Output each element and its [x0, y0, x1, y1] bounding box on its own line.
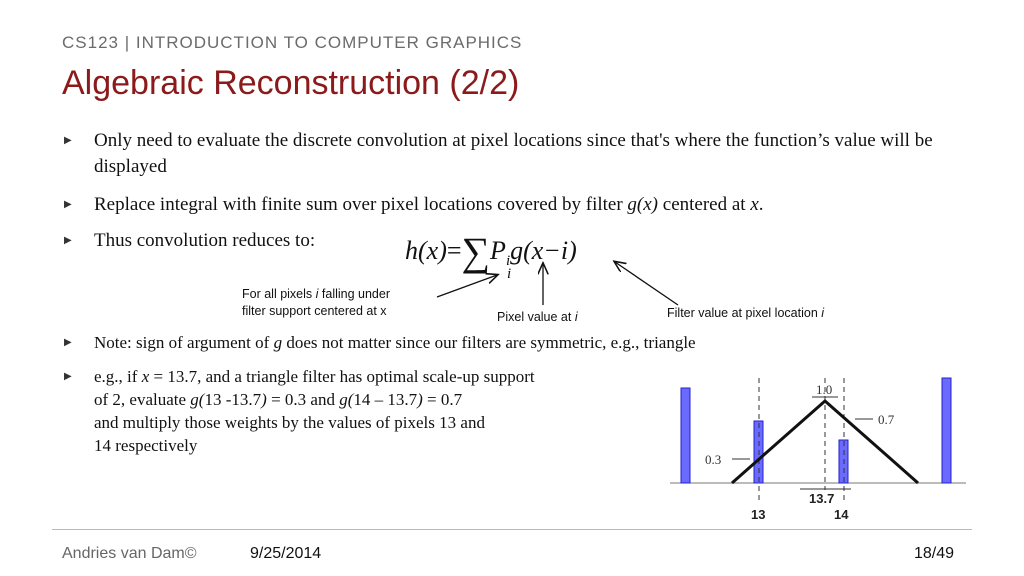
footer-author: Andries van Dam© — [62, 545, 197, 562]
bullet-3-text: Thus convolution reduces to: — [94, 230, 316, 251]
label-0-3: 0.3 — [705, 452, 722, 467]
bullet-arrow-icon: ▶ — [64, 337, 72, 348]
annotation-filter-value: Filter value at pixel location i — [667, 306, 825, 320]
bullet-4-text: Note: sign of argument of g does not matter since our filters are symmetric, e.g., triangle — [94, 333, 696, 352]
bullet-arrow-icon: ▶ — [64, 135, 72, 146]
label-13-7: 13.7 — [809, 491, 835, 506]
pixel-bar — [942, 378, 951, 483]
bullet-arrow-icon: ▶ — [64, 235, 72, 246]
convolution-formula: h(x)=∑ i $P_ig(x-i)$ — [405, 229, 577, 282]
bullet-arrow-icon: ▶ — [64, 371, 72, 382]
bullet-2-text: Replace integral with finite sum over pixel locations covered by filter g(x) centered at x. — [94, 194, 764, 215]
label-0-7: 0.7 — [878, 412, 895, 427]
footer-date: 9/25/2014 — [250, 545, 322, 562]
bullet-arrow-icon: ▶ — [64, 199, 72, 210]
annotation-pixel-value: Pixel value at i — [497, 310, 578, 324]
footer-divider — [52, 529, 972, 530]
pixel-bar — [681, 388, 690, 483]
slide-title: Algebraic Reconstruction (2/2) — [62, 64, 520, 102]
triangle-filter-figure — [670, 370, 970, 525]
label-1-0: 1.0 — [816, 382, 833, 397]
bullet-5-text: e.g., if x = 13.7, and a triangle filter has optimal scale-up support of 2, evaluate g(13 -13.7) = 0.3 and g(14 – 13.7) = 0.7 and multiply those weights by the values of pixels 13 and 14 respectively — [94, 367, 535, 455]
label-14: 14 — [834, 507, 849, 522]
footer-page-number: 18/49 — [914, 545, 955, 562]
label-13: 13 — [751, 507, 766, 522]
course-header: CS123 | INTRODUCTION TO COMPUTER GRAPHICS — [62, 33, 523, 52]
annotation-sum-note: For all pixels i falling under filter support centered at x — [242, 287, 390, 318]
bullet-1-text: Only need to evaluate the discrete convolution at pixel locations since that's where the function’s value will be displayed — [94, 130, 933, 177]
